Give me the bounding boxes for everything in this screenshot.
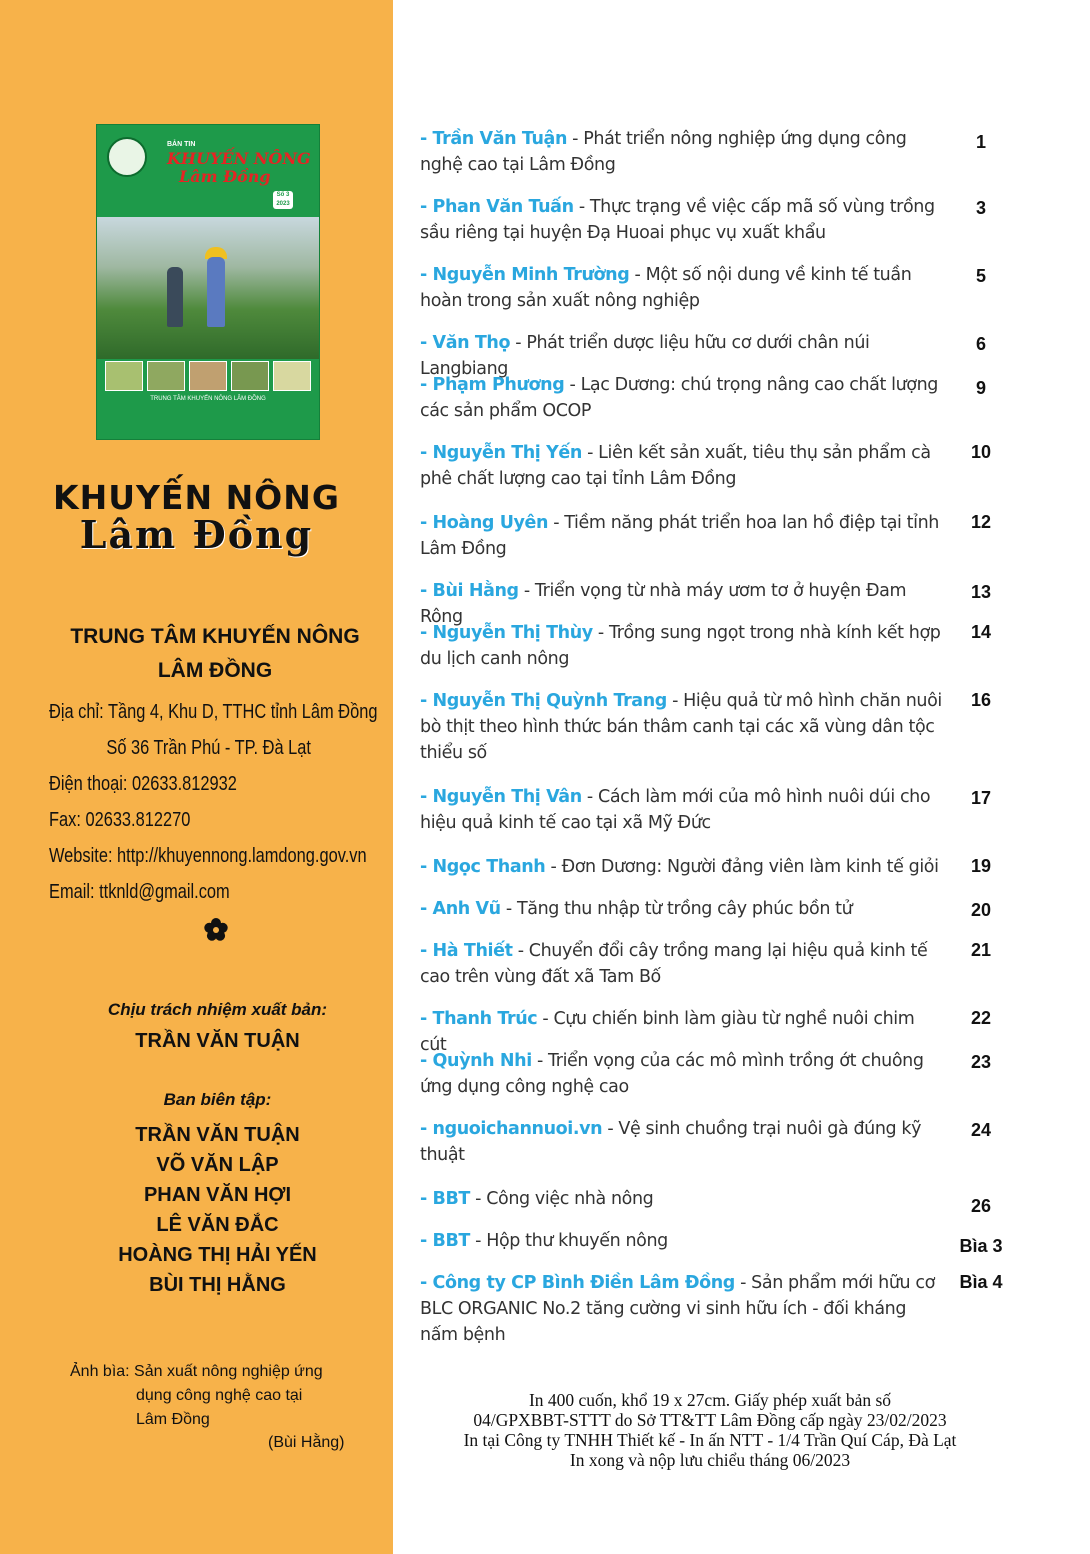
email: Email: ttknld@gmail.com — [49, 881, 230, 903]
toc-author: - BBT — [420, 1189, 470, 1209]
toc-page: 6 — [975, 334, 986, 354]
toc-page: 22 — [970, 1008, 992, 1028]
address-line2: Số 36 Trần Phú - TP. Đà Lạt — [106, 737, 311, 759]
toc-author: - Hoàng Uyên — [420, 513, 549, 533]
center-name — [0, 620, 430, 688]
fax: Fax: 02633.812270 — [49, 809, 191, 831]
website: Website: http://khuyennong.lamdong.gov.vn — [49, 845, 367, 867]
toc-title: - Vệ sinh chuồng trại nuôi gà đúng kỹ thuật — [420, 1119, 922, 1165]
brand-title-line1: KHUYẾN NÔNG — [53, 478, 340, 517]
toc-title: - Cựu chiến binh làm giàu từ nghề nuôi chim cút — [420, 1009, 915, 1055]
toc-entry — [420, 688, 945, 766]
toc-author: - Ngọc Thanh — [420, 857, 546, 877]
toc-entry — [420, 938, 945, 990]
caption-line3: Lâm Đồng — [136, 1411, 210, 1428]
editorial-list — [0, 1120, 435, 1300]
toc-page: 17 — [970, 788, 992, 808]
toc-entry — [420, 510, 945, 562]
toc-page: 5 — [975, 266, 986, 286]
toc-author: - Nguyễn Thị Thùy — [420, 623, 593, 643]
publisher-label: Chịu trách nhiệm xuất bản: — [107, 1000, 328, 1019]
toc-title: - Hộp thư khuyến nông — [469, 1231, 668, 1251]
cover-title-line2: Lâm Đồng — [179, 167, 271, 186]
toc-page: 10 — [970, 442, 992, 462]
toc-title: - Tiềm năng phát triển hoa lan hồ điệp tại tỉnh Lâm Đồng — [420, 513, 939, 559]
publisher-name: TRẦN VĂN TUẬN — [135, 1030, 300, 1052]
toc-title: - Phát triển nông nghiệp ứng dụng công nghệ cao tại Lâm Đồng — [420, 129, 907, 175]
toc-title: - Hiệu quả từ mô hình chăn nuôi bò thịt theo hình thức bán thâm canh tại các xã vùng dân tộc thiểu số — [420, 691, 942, 763]
toc-page: 26 — [970, 1196, 992, 1216]
brand-title-line2: Lâm Đồng — [79, 512, 314, 557]
toc-title: - Phát triển dược liệu hữu cơ dưới chân núi Langbiang — [420, 333, 870, 379]
toc-page: 24 — [970, 1120, 992, 1140]
toc-page: 1 — [975, 132, 986, 152]
toc-title: - Công việc nhà nông — [469, 1189, 654, 1209]
toc-title: - Lạc Dương: chú trọng nâng cao chất lượng các sản phẩm OCOP — [420, 375, 938, 421]
imprint-line3: In tại Công ty TNHH Thiết kế - In ấn NTT - 1/4 Trần Quí Cáp, Đà Lạt — [463, 1430, 957, 1450]
toc-title: - Thực trạng về việc cấp mã số vùng trồng sầu riêng tại huyện Đạ Huoai phục vụ xuất khẩu — [420, 197, 935, 243]
left-sidebar — [0, 0, 393, 1554]
editor-member: TRẦN VĂN TUẬN — [135, 1124, 300, 1146]
toc-entry — [420, 854, 945, 880]
toc-entry — [420, 126, 945, 178]
toc-author: - Nguyễn Thị Vân — [420, 787, 582, 807]
toc-entry — [420, 262, 945, 314]
cover-title-line1: KHUYẾN NÔNG — [167, 149, 311, 168]
cover-thumbnails — [105, 361, 311, 391]
toc-page: 16 — [970, 690, 992, 710]
contact-info — [49, 694, 377, 910]
toc-author: - Hà Thiết — [420, 941, 513, 961]
toc-author: - Bùi Hằng — [420, 581, 519, 601]
toc-entry — [420, 194, 945, 246]
toc-entry — [420, 1270, 945, 1348]
toc-title: - Đơn Dương: Người đảng viên làm kinh tế giỏi — [545, 857, 939, 877]
toc-title: - Triển vọng của các mô mình trồng ớt chuông ứng dụng công nghệ cao — [420, 1051, 924, 1097]
toc-page: 21 — [970, 940, 992, 960]
toc-page: 20 — [970, 900, 992, 920]
cover-thumbnail — [96, 124, 320, 440]
toc-author: - Nguyễn Thị Yến — [420, 443, 582, 463]
toc-entry — [420, 784, 945, 836]
imprint-line1: In 400 cuốn, khổ 19 x 27cm. Giấy phép xuất bản số — [528, 1390, 892, 1410]
toc-page: 9 — [975, 378, 986, 398]
toc-author: - Nguyễn Thị Quỳnh Trang — [420, 691, 667, 711]
toc-author: - BBT — [420, 1231, 470, 1251]
editor-member: VÕ VĂN LẬP — [156, 1154, 279, 1176]
editor-member: BÙI THỊ HẰNG — [149, 1274, 286, 1296]
toc-title: - Tăng thu nhập từ trồng cây phúc bồn tử — [500, 899, 853, 919]
toc-title: - Triển vọng từ nhà máy ươm tơ ở huyện Đam Rông — [420, 581, 907, 627]
imprint-line4: In xong và nộp lưu chiểu tháng 06/2023 — [569, 1450, 851, 1470]
toc-title: - Một số nội dung về kinh tế tuần hoàn trong sản xuất nông nghiệp — [420, 265, 912, 311]
toc-page: Bìa 3 — [959, 1236, 1003, 1256]
caption-line2: dụng công nghệ cao tại — [136, 1387, 303, 1404]
toc-entry — [420, 1228, 945, 1254]
toc-author: - nguoichannuoi.vn — [420, 1119, 603, 1139]
toc-author: - Công ty CP Bình Điền Lâm Đồng — [420, 1273, 735, 1293]
editor-member: LÊ VĂN ĐẮC — [156, 1214, 279, 1236]
cover-ban-tin: BẢN TIN — [167, 141, 196, 148]
flower-ornament-icon — [204, 918, 228, 942]
toc-author: - Văn Thọ — [420, 333, 511, 353]
toc-author: - Thanh Trúc — [420, 1009, 538, 1029]
center-name-line2: LÂM ĐỒNG — [157, 659, 273, 682]
toc-entry — [420, 440, 945, 492]
editorial-label: Ban biên tập: — [163, 1090, 272, 1109]
toc-entry — [420, 620, 945, 672]
toc-entry — [420, 1116, 945, 1168]
toc-author: - Phạm Phương — [420, 375, 565, 395]
toc-page: 19 — [970, 856, 992, 876]
cover-photo — [97, 217, 319, 359]
toc-page: 23 — [970, 1052, 992, 1072]
imprint-info — [420, 1390, 1000, 1470]
toc-page: 14 — [970, 622, 992, 642]
address-line1: Địa chỉ: Tầng 4, Khu D, TTHC tỉnh Lâm Đồng — [49, 701, 378, 723]
editor-member: PHAN VĂN HỢI — [143, 1184, 292, 1206]
toc-entry — [420, 372, 945, 424]
toc-author: - Trần Văn Tuận — [420, 129, 568, 149]
cover-issue-badge: Số 3 2023 — [273, 191, 293, 209]
toc-title: - Trồng sung ngọt trong nhà kính kết hợp du lịch canh nông — [420, 623, 941, 669]
toc-entry — [420, 1048, 945, 1100]
toc-title: - Cách làm mới của mô hình nuôi dúi cho hiệu quả kinh tế cao tại xã Mỹ Đức — [420, 787, 931, 833]
toc-title: - Liên kết sản xuất, tiêu thụ sản phẩm cà phê chất lượng cao tại tỉnh Lâm Đồng — [420, 443, 931, 489]
cover-footer: TRUNG TÂM KHUYẾN NÔNG LÂM ĐỒNG — [150, 396, 266, 402]
toc-author: - Nguyễn Minh Trường — [420, 265, 630, 285]
editor-member: HOÀNG THỊ HẢI YẾN — [118, 1244, 317, 1266]
cover-logo-icon — [107, 137, 147, 177]
caption-line1: Ảnh bìa: Sản xuất nông nghiệp ứng — [70, 1363, 323, 1380]
toc-title: - Chuyển đổi cây trồng mang lại hiệu quả kinh tế cao trên vùng đất xã Tam Bố — [420, 941, 928, 987]
toc-entry — [420, 1186, 945, 1212]
toc-entry — [420, 896, 945, 922]
toc-author: - Quỳnh Nhi — [420, 1051, 532, 1071]
toc-title: - Sản phẩm mới hữu cơ BLC ORGANIC No.2 tăng cường vi sinh hữu ích - đối kháng nấm bệnh — [420, 1273, 935, 1345]
imprint-line2: 04/GPXBBT-STTT do Sở TT&TT Lâm Đồng cấp ngày 23/02/2023 — [473, 1410, 947, 1430]
toc-page: 3 — [975, 198, 986, 218]
toc-author: - Phan Văn Tuấn — [420, 197, 574, 217]
cover-caption — [70, 1360, 323, 1432]
toc-author: - Anh Vũ — [420, 899, 501, 919]
center-name-line1: TRUNG TÂM KHUYẾN NÔNG — [70, 625, 360, 648]
caption-credit: (Bùi Hằng) — [268, 1434, 345, 1451]
phone: Điện thoại: 02633.812932 — [49, 773, 237, 795]
toc-page: Bìa 4 — [959, 1272, 1003, 1292]
toc-page: 12 — [970, 512, 992, 532]
toc-page: 13 — [970, 582, 992, 602]
